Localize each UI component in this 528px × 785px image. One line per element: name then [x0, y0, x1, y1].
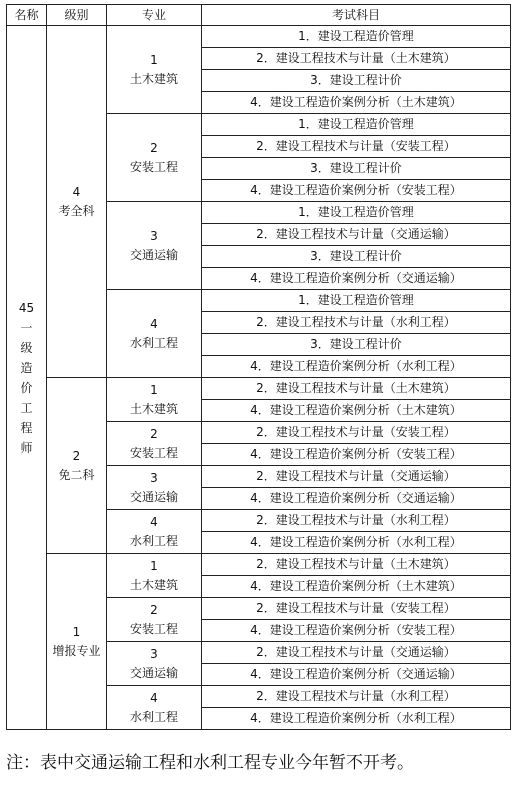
major-num: 3 — [150, 470, 158, 485]
footnote: 注：表中交通运输工程和水利工程专业今年暂不开考。 — [6, 753, 414, 773]
major-label: 交通运输 — [129, 489, 178, 504]
subject-cell: 4．建设工程造价案例分析（土木建筑） — [202, 400, 511, 422]
major-cell — [107, 510, 202, 554]
subject-cell: 1．建设工程造价管理 — [202, 202, 511, 224]
subject-cell: 4．建设工程造价案例分析（安装工程） — [202, 180, 511, 202]
header-row — [7, 5, 511, 26]
table-row — [7, 378, 511, 400]
major-label: 土木建筑 — [129, 577, 178, 592]
level-cell — [47, 554, 107, 730]
subject-cell: 2．建设工程技术与计量（土木建筑） — [202, 554, 511, 576]
level-num: 1 — [72, 624, 81, 639]
name-cell — [7, 26, 47, 730]
subject-cell: 3．建设工程计价 — [202, 246, 511, 268]
subject-cell: 3．建设工程计价 — [202, 70, 511, 92]
subject-cell: 2．建设工程技术与计量（安装工程） — [202, 598, 511, 620]
major-num: 3 — [150, 646, 158, 661]
major-cell — [107, 554, 202, 598]
level-cell — [47, 26, 107, 378]
major-num: 2 — [150, 426, 158, 441]
name-char: 一 — [20, 320, 33, 335]
subject-cell: 2．建设工程技术与计量（水利工程） — [202, 686, 511, 708]
subject-cell: 4．建设工程造价案例分析（交通运输） — [202, 488, 511, 510]
table-row — [7, 554, 511, 576]
header-subjects: 考试科目 — [202, 5, 511, 26]
major-cell — [107, 466, 202, 510]
subject-cell: 4．建设工程造价案例分析（交通运输） — [202, 664, 511, 686]
name-count: 45 — [18, 300, 35, 315]
subject-cell: 1．建设工程造价管理 — [202, 290, 511, 312]
table-body — [7, 26, 511, 730]
exam-subjects-table — [6, 4, 511, 730]
major-num: 4 — [150, 316, 158, 331]
subject-cell: 3．建设工程计价 — [202, 334, 511, 356]
level-num: 2 — [72, 448, 81, 463]
level-label: 免二科 — [58, 467, 95, 482]
major-cell — [107, 114, 202, 202]
major-num: 4 — [150, 514, 158, 529]
major-cell — [107, 642, 202, 686]
subject-cell: 1．建设工程造价管理 — [202, 114, 511, 136]
subject-cell: 2．建设工程技术与计量（交通运输） — [202, 466, 511, 488]
level-num: 4 — [72, 184, 81, 199]
subject-cell: 2．建设工程技术与计量（安装工程） — [202, 136, 511, 158]
major-num: 1 — [150, 558, 158, 573]
major-cell — [107, 290, 202, 378]
major-num: 2 — [150, 602, 158, 617]
subject-cell: 2．建设工程技术与计量（交通运输） — [202, 642, 511, 664]
major-label: 土木建筑 — [129, 401, 178, 416]
name-char: 师 — [20, 440, 33, 455]
subject-cell: 1．建设工程造价管理 — [202, 26, 511, 48]
major-num: 4 — [150, 690, 158, 705]
subject-cell: 4．建设工程造价案例分析（土木建筑） — [202, 576, 511, 598]
header-major: 专业 — [107, 5, 202, 26]
major-label: 交通运输 — [129, 247, 178, 262]
level-cell — [47, 378, 107, 554]
subject-cell: 2．建设工程技术与计量（土木建筑） — [202, 48, 511, 70]
major-label: 土木建筑 — [129, 71, 178, 86]
subject-cell: 4．建设工程造价案例分析（水利工程） — [202, 708, 511, 730]
subject-cell: 2．建设工程技术与计量（安装工程） — [202, 422, 511, 444]
subject-cell: 3．建设工程计价 — [202, 158, 511, 180]
major-label: 安装工程 — [129, 159, 178, 174]
subject-cell: 2．建设工程技术与计量（交通运输） — [202, 224, 511, 246]
major-label: 水利工程 — [129, 335, 178, 350]
major-label: 安装工程 — [129, 445, 178, 460]
major-num: 1 — [150, 52, 158, 67]
subject-cell: 4．建设工程造价案例分析（安装工程） — [202, 444, 511, 466]
header-level: 级别 — [47, 5, 107, 26]
header-name: 名称 — [7, 5, 47, 26]
level-label: 考全科 — [58, 203, 95, 218]
name-char: 造 — [20, 360, 33, 375]
name-char: 程 — [20, 420, 33, 435]
major-cell — [107, 26, 202, 114]
major-label: 交通运输 — [129, 665, 178, 680]
major-num: 1 — [150, 382, 158, 397]
subject-cell: 4．建设工程造价案例分析（交通运输） — [202, 268, 511, 290]
major-cell — [107, 202, 202, 290]
major-label: 水利工程 — [129, 533, 178, 548]
name-char: 工 — [20, 400, 33, 415]
name-char: 级 — [20, 340, 33, 355]
subject-cell: 4．建设工程造价案例分析（水利工程） — [202, 532, 511, 554]
major-num: 3 — [150, 228, 158, 243]
major-cell — [107, 422, 202, 466]
level-label: 增报专业 — [52, 643, 101, 658]
major-cell — [107, 598, 202, 642]
table-row — [7, 26, 511, 48]
major-cell — [107, 378, 202, 422]
subject-cell: 2．建设工程技术与计量（土木建筑） — [202, 378, 511, 400]
subject-cell: 4．建设工程造价案例分析（土木建筑） — [202, 92, 511, 114]
subject-cell: 4．建设工程造价案例分析（水利工程） — [202, 356, 511, 378]
name-char: 价 — [20, 380, 33, 395]
major-label: 安装工程 — [129, 621, 178, 636]
major-cell — [107, 686, 202, 730]
subject-cell: 2．建设工程技术与计量（水利工程） — [202, 510, 511, 532]
major-label: 水利工程 — [129, 709, 178, 724]
major-num: 2 — [150, 140, 158, 155]
subject-cell: 2．建设工程技术与计量（水利工程） — [202, 312, 511, 334]
subject-cell: 4．建设工程造价案例分析（安装工程） — [202, 620, 511, 642]
